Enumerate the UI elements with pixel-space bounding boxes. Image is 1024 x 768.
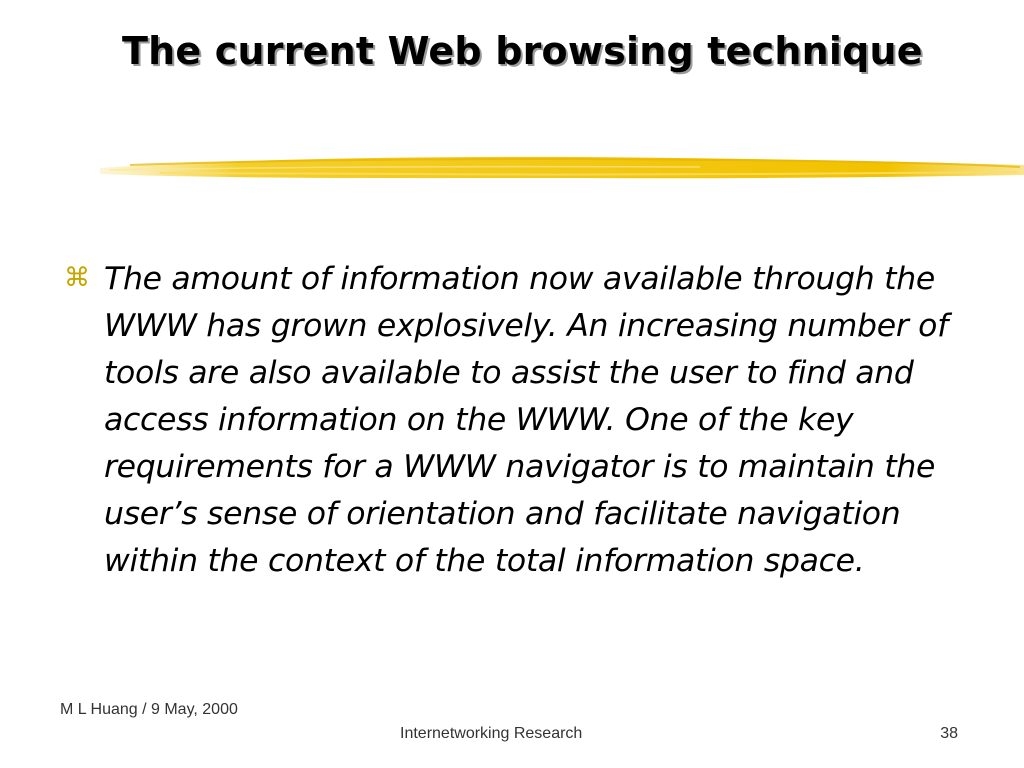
- brush-stroke-divider: [100, 148, 1024, 188]
- slide-title: The current Web browsing technique: [122, 29, 923, 73]
- footer-author-date: M L Huang / 9 May, 2000: [60, 701, 238, 718]
- command-key-icon: ⌘: [64, 263, 90, 293]
- footer-title: Internetworking Research: [400, 725, 583, 742]
- page-number: 38: [940, 725, 958, 742]
- bullet-text: The amount of information now available through the WWW has grown explosively. An increasing number of tools are also available to assist the user to find and access information on the WWW. One of the key requirements for a WWW navigator is to maintain the user’s sense of orientation and facilitate navigation within the context of the total information space.: [104, 261, 948, 579]
